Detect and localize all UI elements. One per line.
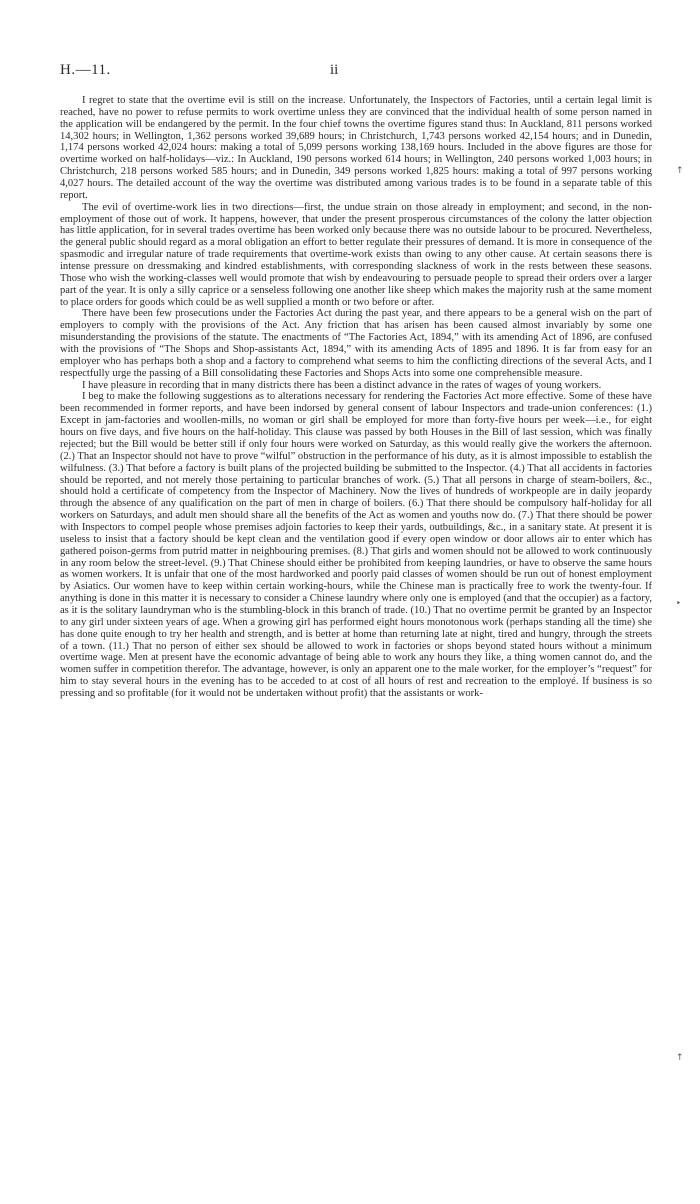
margin-mark: ↑ bbox=[676, 1053, 684, 1063]
paragraph-overtime-figures: I regret to state that the overtime evil is still on the increase. Unfortunately, the Inspectors of Factories, until a certain legal limit is reached, have no power to refuse permits to work overtime unless they are convinced that the individual health of some person named in the application will be endangered by the permit. In the four chief towns the overtime figures stand thus: In Auckland, 811 persons worked 14,302 hours; in Wellington, 1,362 persons worked 39,689 hours; in Christchurch, 1,743 persons worked 42,154 hours; and in Dunedin, 1,174 persons worked 42,024 hours: making a total of 5,099 persons working 138,169 hours. Included in the above figures are those for overtime worked on half-holidays—viz.: In Auckland, 190 persons worked 614 hours; in Wellington, 240 persons worked 1,003 hours; in Christchurch, 218 persons worked 585 hours; and in Dunedin, 349 persons worked 1,825 hours: making a total of 997 persons working 4,027 hours. The detailed account of the way the overtime was distributed among various trades is to be found in a separate table of this report. bbox=[60, 95, 652, 201]
paragraph-prosecutions: There have been few prosecutions under the Factories Act during the past year, and there appears to be a general wish on the part of employers to comply with the provisions of the Act. Any friction that has arisen has been caused almost invariably by some one misunderstanding the provisions of the statute. The enactments of “The Factories Act, 1894,” with its amending Act of 1896, are confused with the provisions of “The Shops and Shop-assistants Act, 1894,” with its amending Acts of 1895 and 1896. It is far from easy for an employer who has perhaps both a shop and a factory to comprehend what seems to him the conflicting directions of the several Acts, and I respectfully urge the passing of a Bill consolidating these Factories and Shops Acts into some one comprehensible measure. bbox=[60, 308, 652, 379]
paragraph-wages: I have pleasure in recording that in many districts there has been a distinct advance in the rates of wages of young workers. bbox=[82, 379, 602, 391]
margin-mark: ↑ bbox=[676, 166, 684, 176]
margin-mark: ‣ bbox=[676, 599, 682, 609]
body-text bbox=[60, 95, 652, 700]
paragraph-overtime-evil: The evil of overtime-work lies in two directions—first, the undue strain on those already in employment; and second, in the non-employment of those out of work. It happens, however, that under the present prosperous circumstances of the colony the latter objection has little application, for in several trades overtime has been worked only because there was no outside labour to be procured. Nevertheless, the general public should regard as a moral obligation an effort to better regulate their pressures of demand. It is more in consequence of the spasmodic and irregular nature of trade requirements that overtime-work exists than owing to any other cause. At certain seasons there is intense pressure on dressmaking and kindred establishments, with corresponding slackness of work in the rests between these seasons. Those who wish the working-classes well would promote that wish by endeavouring to persuade people to spread their orders over a larger part of the year. It is only a silly caprice or a senseless following one another like sheep which makes the majority rush at the same moment to place orders for goods which could be as well supplied a month or two before or after. bbox=[60, 201, 652, 308]
page-header bbox=[60, 62, 642, 84]
page-number: ii bbox=[330, 62, 339, 78]
document-reference: H.—11. bbox=[60, 62, 111, 78]
paragraph-suggestions: I beg to make the following suggestions as to alterations necessary for rendering the Factories Act more effective. Some of these have been recommended in former reports, and have been indorsed by general consent of labour Inspectors and trade-union conferences: (1.) Except in jam-factories and woollen-mills, no woman or girl shall be employed for more than forty-five hours per week—i.e., for eight hours on five days, and five hours on the half-holiday. This clause was passed by both Houses in the Bill of last session, which was finally rejected; but the Bill would be better still if only four hours were worked on Saturday, as this would really give the workers the afternoon. (2.) That an Inspector should not have to prove “wilful” obstruction in the performance of his duty, as it is almost impossible to establish the wilfulness. (3.) That before a factory is built plans of the projected building be submitted to the Inspector. (4.) That all accidents in factories should be reported, and not merely those pertaining to particular branches of work. (5.) That all persons in charge of steam-boilers, &c., should hold a certificate of competency from the Inspector of Machinery. Now the lives of hundreds of workpeople are in daily jeopardy through the absence of any qualification on the part of men in charge of boilers. (6.) That there should be compulsory half-holiday for all workers on Saturdays, and adult men should share all the benefits of the Act as women and youths now do. (7.) That there should be power with Inspectors to compel people whose premises adjoin factories to keep their yards, outbuildings, &c., in a sanitary state. At present it is useless to insist that a factory should be kept clean and the ventilation good if every open window or door allows air to enter which has gathered poison-germs from putrid matter in neighbouring premises. (8.) That girls and women should not be allowed to work continuously in any room below the street-level. (9.) That Chinese should either be prohibited from keeping laundries, or have to observe the same hours as women workers. It is unfair that one of the most hardworked and poorly paid classes of women should be run out of honest employment by Asiatics. Our women have to keep within certain working-hours, while the Chinese man is practically free to work the twenty-four. If anything is done in this matter it is necessary to consider a Chinese laundry where only one is employed (and that the occupier) as a factory, as it is the solitary laundryman who is the stumbling-block in this branch of trade. (10.) That no overtime permit be granted by an Inspector to any girl under sixteen years of age. When a growing girl has performed eight hours monotonous work (perhaps standing all the time) she has done quite enough to try her health and strength, and is better at home than returning late at night, tired and hungry, through the streets of a town. (11.) That no person of either sex should be allowed to work in factories or shops beyond stated hours without a minimum overtime wage. Men at present have the economic advantage of being able to work any hours they like, a thing women cannot do, and the women suffer in competition therefor. The advantage, however, is only an apparent one to the male worker, for the employer’s “request” for him to stay several hours in the evening has to be acceded to at cost of all hours of rest and recreation to the employé. If business is so pressing and so profitable (for it would not be undertaken without profit) that the assistants or work- bbox=[60, 391, 652, 699]
